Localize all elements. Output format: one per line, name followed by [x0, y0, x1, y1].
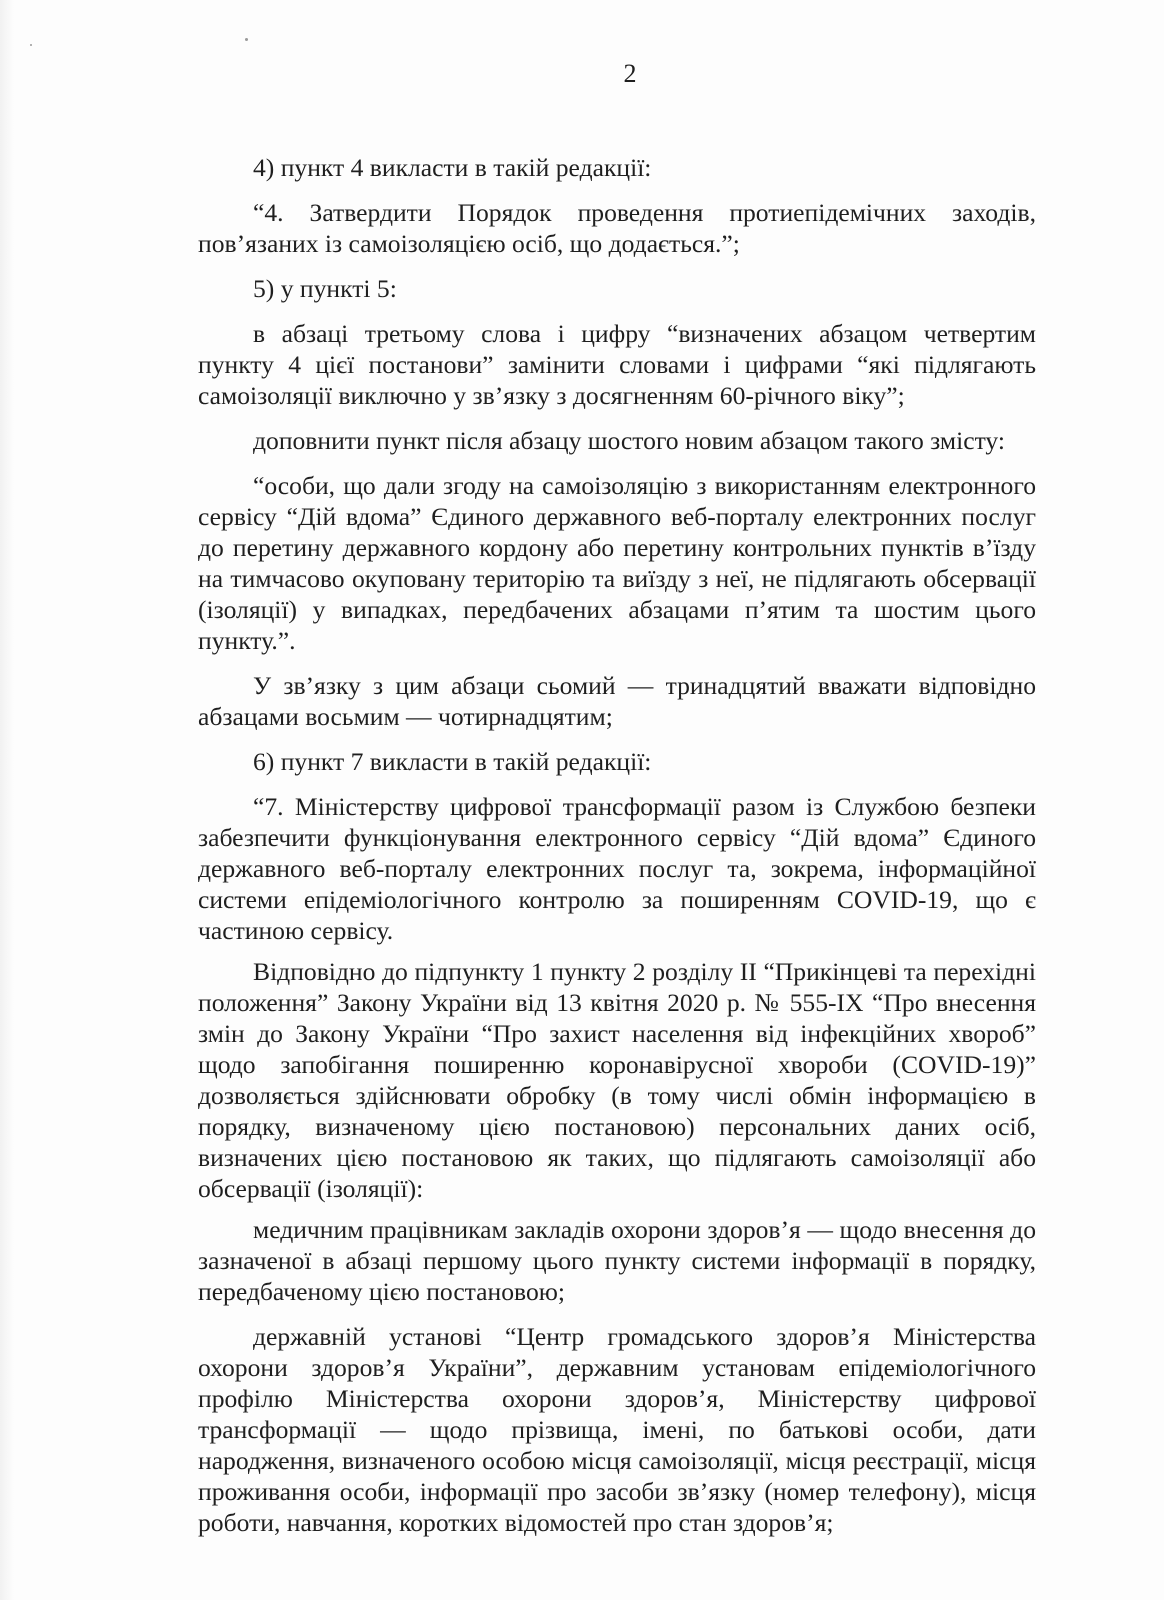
scan-speck	[30, 44, 32, 46]
paragraph: “7. Міністерству цифрової трансформації разом із Службою безпеки забезпечити функціонування електронного сервісу “Дій вдома” Єдиного державного веб-порталу електронних послуг та, зокрема, інформаційної системи епідеміологічного контролю за поширенням COVID-19, що є частиною сервісу.	[198, 792, 1036, 945]
paragraph: Відповідно до підпункту 1 пункту 2 розділу II “Прикінцеві та перехідні положення” Закону України від 13 квітня 2020 р. № 555-IX “Про внесення змін до Закону України “Про захист населення від інфекційних хвороб” щодо запобігання поширенню коронавірусної хвороби (COVID-19)” дозволяється здійснювати обробку (в тому числі обмін інформацією в порядку, визначеному цією постановою) персональних даних осіб, визначених цією постановою як таких, що підлягають самоізоляції або обсервації (ізоляції):	[198, 957, 1036, 1203]
paragraph: 6) пункт 7 викласти в такій редакції:	[253, 747, 652, 776]
paragraph: медичним працівникам закладів охорони здоров’я — щодо внесення до зазначеної в абзаці першому цього пункту системи інформації в порядку, передбаченому цією постановою;	[198, 1215, 1036, 1306]
paragraph: У зв’язку з цим абзаци сьомий — тринадцятий вважати відповідно абзацами восьмим — чотирнадцятим;	[198, 671, 1036, 731]
paragraph: 5) у пункті 5:	[253, 274, 397, 303]
paragraph: в абзаці третьому слова і цифру “визначених абзацом четвертим пункту 4 цієї постанови” замінити словами і цифрами “які підлягають самоізоляції виключно у зв’язку з досягненням 60-річного віку”;	[198, 319, 1036, 410]
paragraph: 4) пункт 4 викласти в такій редакції:	[253, 153, 652, 182]
document-body	[198, 152, 1036, 1552]
paragraph: “особи, що дали згоду на самоізоляцію з використанням електронного сервісу “Дій вдома” Єдиного державного веб-порталу електронних послуг до перетину державного кордону або перетину контрольних пунктів в’їзду на тимчасово окуповану територію та виїзду з неї, не підлягають обсервації (ізоляції) у випадках, передбачених абзацами п’ятим та шостим цього пункту.”.	[198, 471, 1036, 655]
scan-edge-shadow	[0, 0, 14, 1600]
paragraph: “4. Затвердити Порядок проведення протиепідемічних заходів, пов’язаних із самоізоляцією осіб, що додається.”;	[198, 198, 1036, 258]
paragraph: доповнити пункт після абзацу шостого новим абзацом такого змісту:	[253, 426, 1005, 455]
page-number: 2	[623, 59, 637, 88]
paragraph: державній установі “Центр громадського здоров’я Міністерства охорони здоров’я України”, державним установам епідеміологічного профілю Міністерства охорони здоров’я, Міністерству цифрової трансформації — щодо прізвища, імені, по батькові особи, дати народження, визначеного особою місця самоізоляції, місця реєстрації, місця проживання особи, інформації про засоби зв’язку (номер телефону), місця роботи, навчання, коротких відомостей про стан здоров’я;	[198, 1322, 1036, 1537]
scan-speck	[245, 38, 248, 41]
